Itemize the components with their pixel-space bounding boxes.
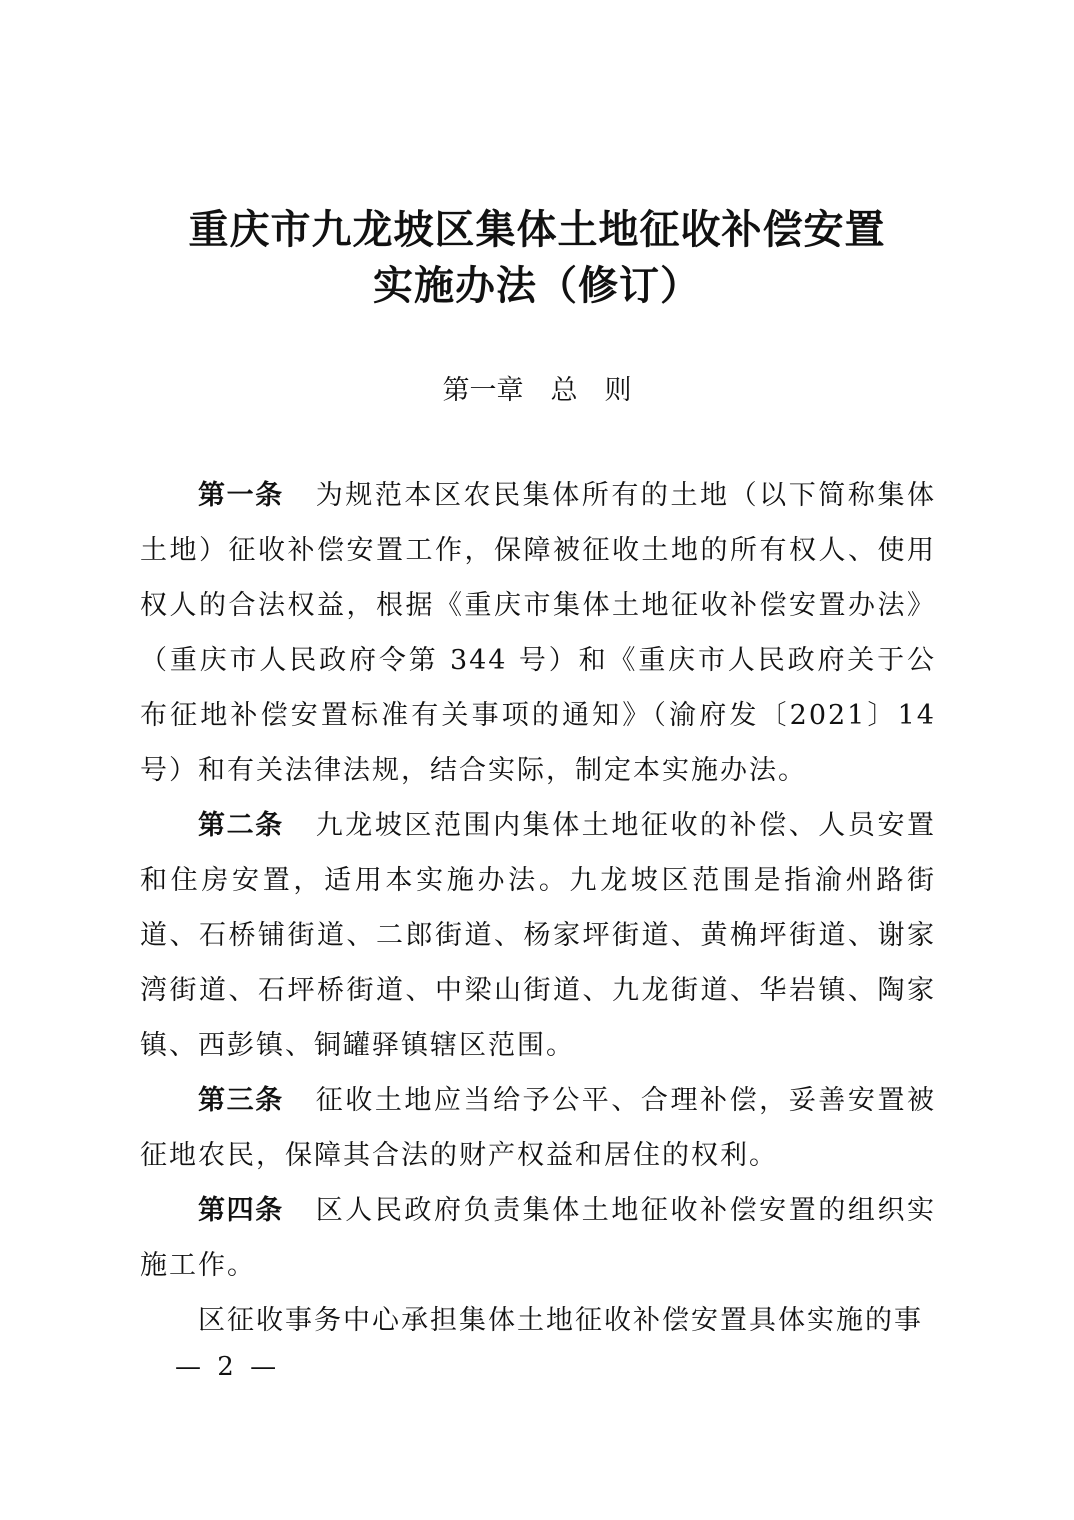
article-paragraph bbox=[140, 1073, 936, 1183]
chapter-heading: 第一章 总 则 bbox=[442, 375, 632, 406]
page-number: — 2 — bbox=[175, 1352, 281, 1382]
article-label: 第一条 bbox=[198, 480, 284, 511]
document-title-line-2: 实施办法（修订） bbox=[373, 263, 701, 309]
article-label: 第二条 bbox=[198, 810, 284, 841]
document-title-line-1: 重庆市九龙坡区集体土地征收补偿安置 bbox=[188, 207, 886, 253]
article-paragraph bbox=[140, 1183, 936, 1293]
article-text: 征收土地应当给予公平、合理补偿，妥善安置被征地农民，保障其合法的财产权益和居住的权利。 bbox=[140, 1085, 937, 1171]
document-body bbox=[140, 468, 936, 1348]
continuation-paragraph: 区征收事务中心承担集体土地征收补偿安置具体实施的事 bbox=[198, 1305, 923, 1336]
article-label: 第三条 bbox=[198, 1085, 284, 1116]
article-text: 九龙坡区范围内集体土地征收的补偿、人员安置和住房安置，适用本实施办法。九龙坡区范围是指渝州路街道、石桥铺街道、二郎街道、杨家坪街道、黄桷坪街道、谢家湾街道、石坪桥街道、中梁山街道、九龙街道、华岩镇、陶家镇、西彭镇、铜罐驿镇辖区范围。 bbox=[140, 810, 937, 1061]
article-label: 第四条 bbox=[198, 1195, 284, 1226]
article-text: 区人民政府负责集体土地征收补偿安置的组织实施工作。 bbox=[140, 1195, 937, 1281]
article-paragraph bbox=[140, 468, 936, 798]
article-paragraph bbox=[140, 798, 936, 1073]
article-text: 为规范本区农民集体所有的土地（以下简称集体土地）征收补偿安置工作，保障被征收土地的所有权人、使用权人的合法权益，根据《重庆市集体土地征收补偿安置办法》（重庆市人民政府令第 344 号）和《重庆市人民政府关于公布征地补偿安置标准有关事项的通知》（渝府发〔2021〕14 号）和有关法律法规，结合实际，制定本实施办法。 bbox=[140, 480, 937, 786]
